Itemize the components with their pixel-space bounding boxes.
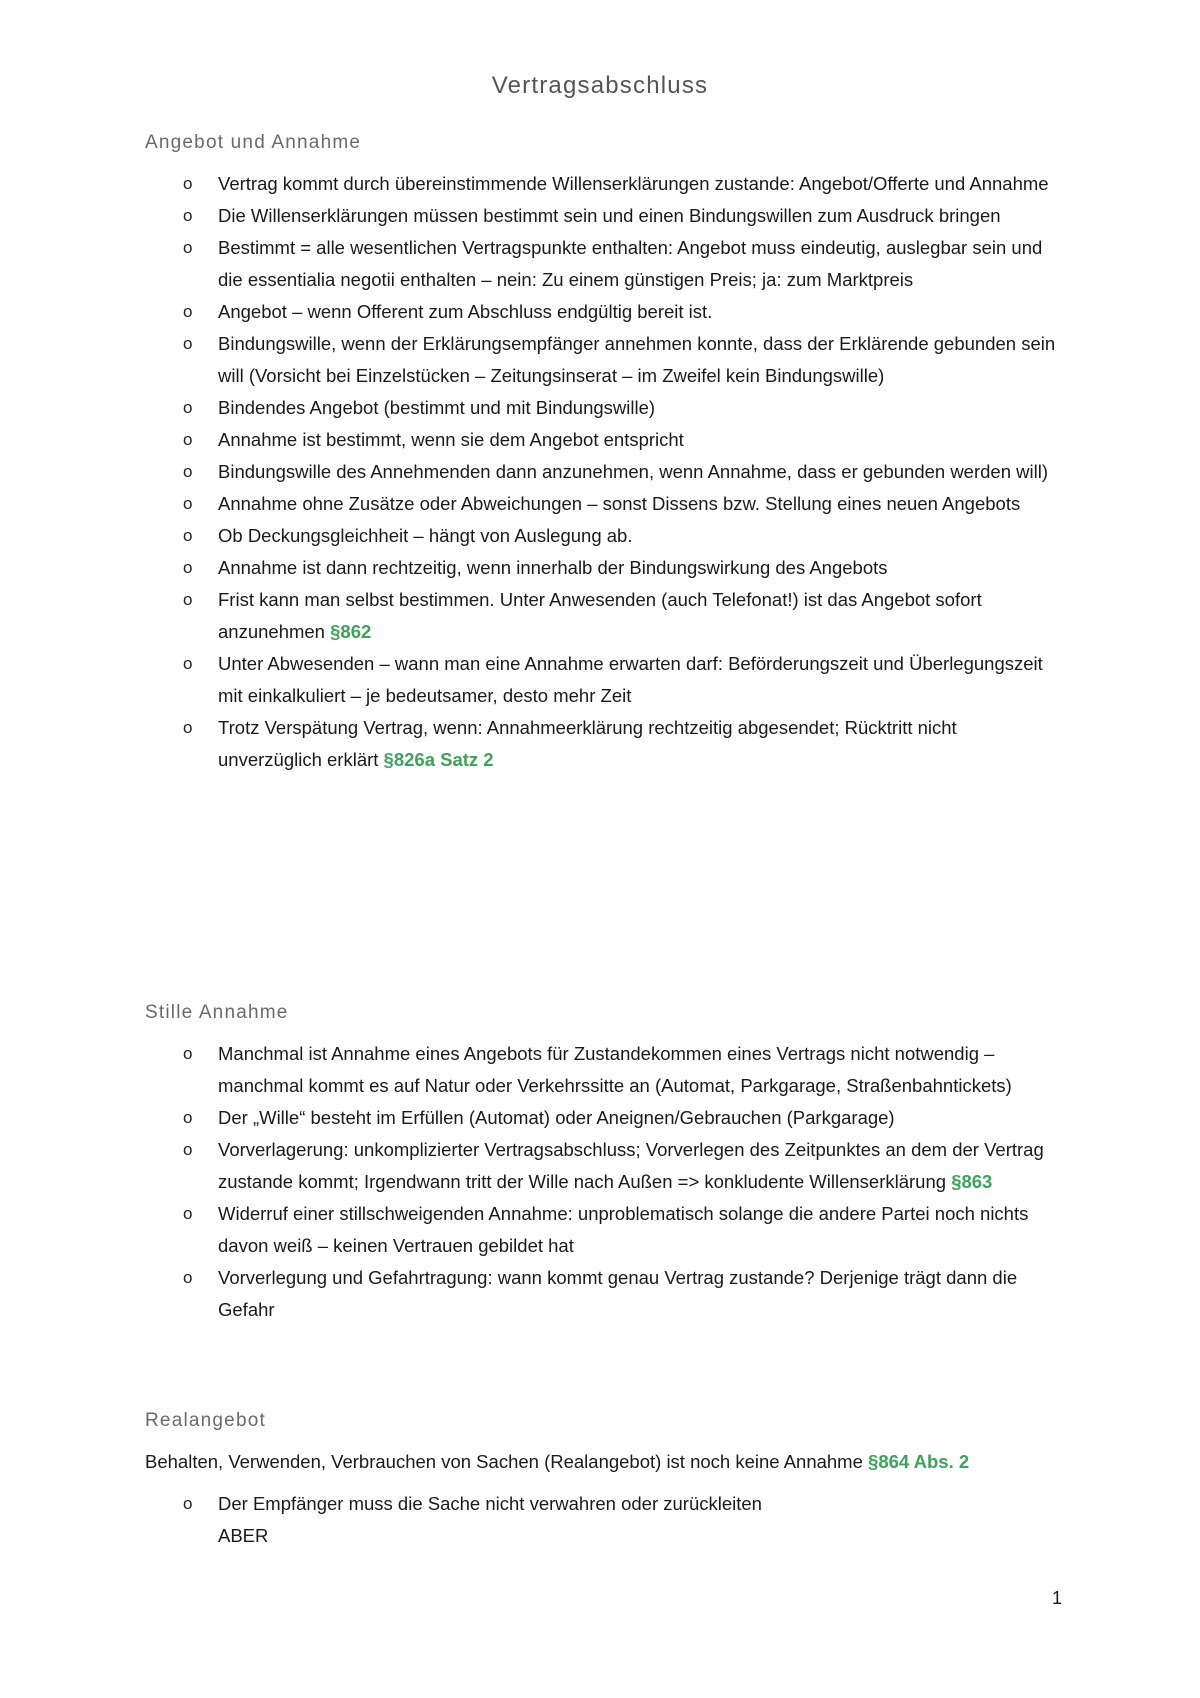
bullet-marker: o (183, 654, 193, 673)
legal-reference: §862 (330, 621, 372, 642)
bullet-list (145, 1038, 1065, 1326)
list-item-text: Angebot – wenn Offerent zum Abschluss endgültig bereit ist. (218, 301, 713, 322)
section-angebot-und-annahme (145, 132, 1065, 776)
list-item (145, 392, 1065, 424)
paragraph-text: Behalten, Verwenden, Verbrauchen von Sachen (Realangebot) ist noch keine Annahme (145, 1451, 869, 1472)
list-item-text: Trotz Verspätung Vertrag, wenn: Annahmeerklärung rechtzeitig abgesendet; Rücktritt nicht unverzüglich erklärt (218, 717, 957, 770)
bullet-marker: o (183, 1108, 193, 1127)
list-item-text: Unter Abwesenden – wann man eine Annahme erwarten darf: Beförderungszeit und Überlegungszeit mit einkalkuliert – je bedeutsamer, desto mehr Zeit (218, 653, 1043, 706)
bullet-marker: o (183, 494, 193, 513)
bullet-marker: o (183, 174, 193, 193)
legal-reference: §863 (951, 1171, 993, 1192)
list-item (145, 456, 1065, 488)
list-item (145, 424, 1065, 456)
legal-reference: §826a Satz 2 (383, 749, 494, 770)
section-stille-annahme (145, 1002, 1065, 1326)
paragraph-reference: §864 Abs. 2 (868, 1451, 970, 1472)
list-item (145, 296, 1065, 328)
list-item-text: Der „Wille“ besteht im Erfüllen (Automat) oder Aneignen/Gebrauchen (Parkgarage) (218, 1107, 895, 1128)
list-item-text: Bindungswille des Annehmenden dann anzunehmen, wenn Annahme, dass er gebunden werden will) (218, 461, 1048, 482)
bullet-marker: o (183, 302, 193, 321)
document-title: Vertragsabschluss (491, 72, 709, 99)
bullet-marker: o (183, 206, 193, 225)
list-item-text: Der Empfänger muss die Sache nicht verwahren oder zurückleiten (218, 1493, 762, 1514)
list-item-text: Vertrag kommt durch übereinstimmende Willenserklärungen zustande: Angebot/Offerte und Annahme (218, 173, 1049, 194)
list-item (145, 1134, 1065, 1198)
section-heading: Stille Annahme (145, 1002, 289, 1023)
list-item-text: Annahme ist bestimmt, wenn sie dem Angebot entspricht (218, 429, 684, 450)
bullet-list (145, 168, 1065, 776)
bullet-marker: o (183, 1204, 193, 1223)
list-item-text: Ob Deckungsgleichheit – hängt von Auslegung ab. (218, 525, 633, 546)
bullet-marker: o (183, 558, 193, 577)
list-item-text: Frist kann man selbst bestimmen. Unter Anwesenden (auch Telefonat!) ist das Angebot sofort anzunehmen (218, 589, 982, 642)
list-item (145, 1262, 1065, 1326)
section-heading: Angebot und Annahme (145, 132, 362, 153)
bullet-marker: o (183, 430, 193, 449)
bullet-marker: o (183, 1044, 193, 1063)
page-number: 1 (1052, 1588, 1063, 1608)
bullet-marker: o (183, 238, 193, 257)
list-item-text: Vorverlagerung: unkomplizierter Vertragsabschluss; Vorverlegen des Zeitpunktes an dem der Vertrag zustande kommt; Irgendwann tritt der Wille nach Außen => konkludente Willenserklärung (218, 1139, 1044, 1192)
list-item (145, 168, 1065, 200)
bullet-marker: o (183, 398, 193, 417)
list-item (145, 584, 1065, 648)
list-item (145, 648, 1065, 712)
bullet-marker: o (183, 334, 193, 353)
list-item-text: Bindungswille, wenn der Erklärungsempfänger annehmen konnte, dass der Erklärende gebunden sein will (Vorsicht bei Einzelstücken – Zeitungsinserat – im Zweifel kein Bindungswille) (218, 333, 1056, 386)
list-item (145, 552, 1065, 584)
list-item (145, 1038, 1065, 1102)
bullet-marker: o (183, 718, 193, 737)
bullet-marker: o (183, 526, 193, 545)
list-item (145, 232, 1065, 296)
list-item (145, 520, 1065, 552)
list-item-text: Annahme ist dann rechtzeitig, wenn innerhalb der Bindungswirkung des Angebots (218, 557, 888, 578)
list-item-continuation: ABER (218, 1525, 269, 1546)
paragraph (145, 1446, 1065, 1478)
list-item (145, 328, 1065, 392)
list-item (145, 488, 1065, 520)
list-item (145, 1488, 1065, 1552)
bullet-marker: o (183, 1494, 193, 1513)
bullet-list (145, 1488, 1065, 1552)
list-item-text: Manchmal ist Annahme eines Angebots für Zustandekommen eines Vertrags nicht notwendig – manchmal kommt es auf Natur oder Verkehrssitte an (Automat, Parkgarage, Straßenbahntickets) (218, 1043, 1012, 1096)
list-item (145, 1198, 1065, 1262)
section-realangebot (145, 1410, 1065, 1552)
list-item (145, 200, 1065, 232)
list-item-text: Bindendes Angebot (bestimmt und mit Bindungswille) (218, 397, 656, 418)
section-heading: Realangebot (145, 1410, 266, 1431)
list-item (145, 1102, 1065, 1134)
list-item-text: Die Willenserklärungen müssen bestimmt sein und einen Bindungswillen zum Ausdruck bringen (218, 205, 1001, 226)
list-item (145, 712, 1065, 776)
list-item-text: Widerruf einer stillschweigenden Annahme: unproblematisch solange die andere Partei noch nichts davon weiß – keinen Vertrauen gebildet hat (218, 1203, 1029, 1256)
list-item-text: Bestimmt = alle wesentlichen Vertragspunkte enthalten: Angebot muss eindeutig, auslegbar sein und die essentialia negotii enthalten – nein: Zu einem günstigen Preis; ja: zum Marktpreis (218, 237, 1043, 290)
bullet-marker: o (183, 462, 193, 481)
bullet-marker: o (183, 590, 193, 609)
bullet-marker: o (183, 1268, 193, 1287)
list-item-text: Vorverlegung und Gefahrtragung: wann kommt genau Vertrag zustande? Derjenige trägt dann die Gefahr (218, 1267, 1018, 1320)
list-item-text: Annahme ohne Zusätze oder Abweichungen – sonst Dissens bzw. Stellung eines neuen Angebots (218, 493, 1021, 514)
bullet-marker: o (183, 1140, 193, 1159)
